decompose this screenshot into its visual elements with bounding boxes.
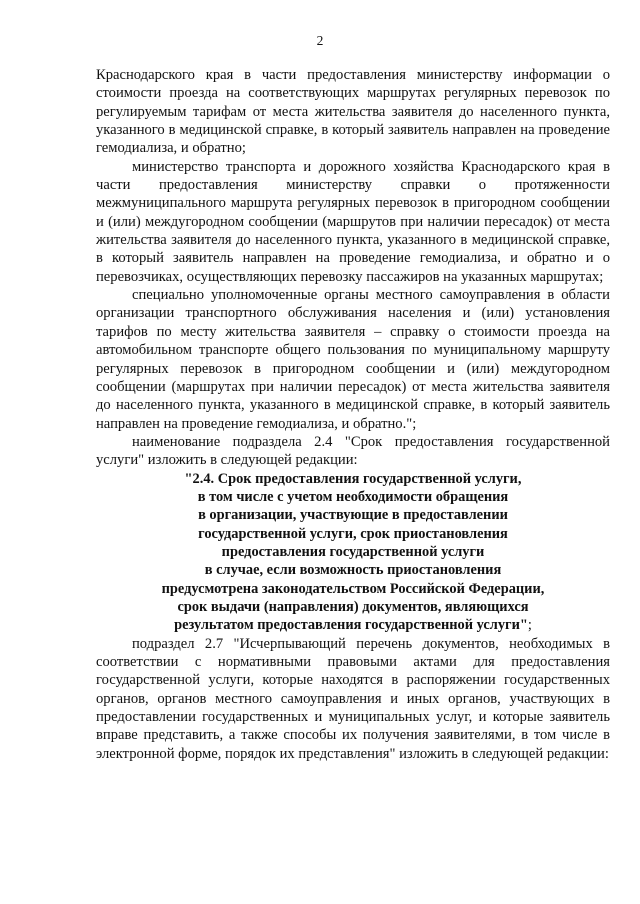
paragraph-transport-ministry: министерство транспорта и дорожного хозяйства Краснодарского края в части предоставления министерству справки о протяженности межмуниципального маршрута регулярных перевозок в пригородном сообщении и (или) междугородном сообщении (маршрутов при наличии пересадок) от места жительства заявителя до населенного пункта, указанного в медицинской справке, в который заявитель направлен на проведение гемодиализа, и обратно и о перевозчиках, осуществляющих перевозку пассажиров на указанных маршрутах; xyxy=(96,158,610,285)
heading-line: в организации, участвующие в предоставлении xyxy=(198,507,508,524)
paragraph-subsection-2-4-intro: наименование подраздела 2.4 "Срок предоставления государственной услуги" изложить в следующей редакции: xyxy=(96,433,610,469)
heading-line: "2.4. Срок предоставления государственной услуги, xyxy=(184,470,522,487)
document-body xyxy=(96,66,610,763)
heading-line: срок выдачи (направления) документов, являющихся xyxy=(177,598,529,615)
heading-line: в том числе с учетом необходимости обращения xyxy=(197,488,509,505)
paragraph-subsection-2-7: подраздел 2.7 "Исчерпывающий перечень документов, необходимых в соответствии с нормативными правовыми актами для предоставления государственной услуги, которые находятся в распоряжении государственных органов, органов местного самоуправления и иных органов, участвующих в предоставлении государственных и муниципальных услуг, и которые заявитель вправе представить, а также способы их получения заявителями, в том числе в электронной форме, порядок их представления" изложить в следующей редакции: xyxy=(96,635,610,762)
heading-semicolon: ; xyxy=(527,617,532,634)
page-number: 2 xyxy=(316,33,324,48)
heading-line: в случае, если возможность приостановления xyxy=(204,562,502,579)
heading-line: предусмотрена законодательством Российской Федерации, xyxy=(161,580,545,597)
heading-line: государственной услуги, срок приостановления xyxy=(198,525,508,542)
paragraph-continuation: Краснодарского края в части предоставления министерству информации о стоимости проезда на соответствующих маршрутах регулярных перевозок по регулируемым тарифам от места жительства заявителя до населенного пункта, указанного в медицинской справке, в который заявитель направлен на проведение гемодиализа, и обратно; xyxy=(96,67,610,157)
heading-last-line-text: результатом предоставления государственной услуги" xyxy=(174,617,528,634)
subsection-2-4-heading xyxy=(96,470,610,635)
heading-line: предоставления государственной услуги xyxy=(221,543,485,560)
paragraph-local-authorities: специально уполномоченные органы местного самоуправления в области организации транспортного обслуживания населения и (или) установления тарифов по месту жительства заявителя – справку о стоимости проезда на автомобильном транспорте общего пользования по муниципальному маршруту регулярных перевозок в пригородном сообщении и (или) междугородном сообщении (маршрутах при наличии пересадок) от места жительства заявителя до населенного пункта, указанного в медицинской справке, в который заявитель направлен на проведение гемодиализа, и обратно."; xyxy=(96,287,610,432)
heading-last-line xyxy=(96,616,610,634)
